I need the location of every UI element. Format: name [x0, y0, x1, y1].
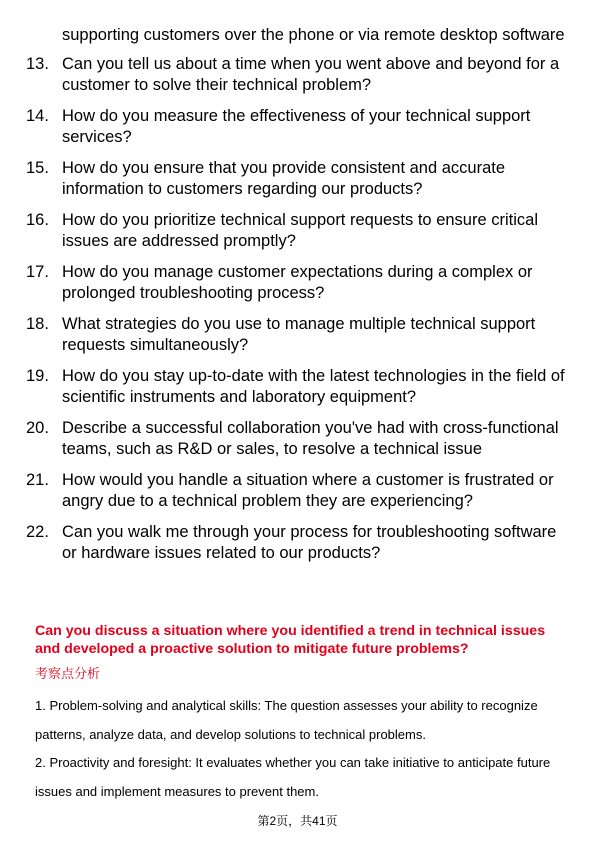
- question-text: What strategies do you use to manage multiple technical support requests simultaneously?: [62, 315, 536, 354]
- question-number: 13.: [26, 55, 49, 73]
- question-text: How do you stay up-to-date with the latest technologies in the field of scientific instruments and laboratory equipment?: [62, 367, 565, 406]
- question-number: 17.: [26, 263, 49, 281]
- question-list: [26, 25, 571, 574]
- question-text: How do you prioritize technical support requests to ensure critical issues are addressed promptly?: [62, 211, 538, 250]
- section-label: 考察点分析: [35, 666, 101, 681]
- question-number: 18.: [26, 315, 49, 333]
- list-item: [26, 522, 571, 564]
- question-number: 21.: [26, 471, 49, 489]
- question-text: How do you manage customer expectations during a complex or prolonged troubleshooting process?: [62, 263, 533, 302]
- list-item: [26, 210, 571, 252]
- question-text: Describe a successful collaboration you've had with cross-functional teams, such as R&D or sales, to resolve a technical issue: [62, 419, 559, 458]
- question-text: How would you handle a situation where a customer is frustrated or angry due to a technical problem they are experiencing?: [62, 471, 554, 510]
- page-footer: 第2页，共41页: [257, 814, 338, 828]
- question-text: supporting customers over the phone or via remote desktop software: [62, 26, 565, 44]
- list-item: [26, 262, 571, 304]
- question-number: 16.: [26, 211, 49, 229]
- list-item: [26, 25, 571, 46]
- question-text: Can you walk me through your process for troubleshooting software or hardware issues related to our products?: [62, 523, 557, 562]
- question-number: 14.: [26, 107, 49, 125]
- question-number: 22.: [26, 523, 49, 541]
- question-number: 20.: [26, 419, 49, 437]
- analysis-point: 1. Problem-solving and analytical skills: The question assesses your ability to recognize patterns, analyze data, and develop solutions to technical problems.: [35, 698, 538, 742]
- list-item: [26, 470, 571, 512]
- question-text: Can you tell us about a time when you went above and beyond for a customer to solve their technical problem?: [62, 55, 560, 94]
- list-item: [26, 158, 571, 200]
- question-text: How do you measure the effectiveness of your technical support services?: [62, 107, 531, 146]
- list-item: [26, 366, 571, 408]
- analysis-point: 2. Proactivity and foresight: It evaluates whether you can take initiative to anticipate future issues and implement measures to prevent them.: [35, 755, 551, 799]
- list-item: [26, 106, 571, 148]
- analysis-body: [35, 692, 565, 806]
- list-item: [26, 54, 571, 96]
- question-text: How do you ensure that you provide consistent and accurate information to customers regarding our products?: [62, 159, 506, 198]
- question-number: 19.: [26, 367, 49, 385]
- question-number: 15.: [26, 159, 49, 177]
- highlight-question: Can you discuss a situation where you identified a trend in technical issues and developed a proactive solution to mitigate future problems?: [35, 623, 546, 657]
- list-item: [26, 418, 571, 460]
- list-item: [26, 314, 571, 356]
